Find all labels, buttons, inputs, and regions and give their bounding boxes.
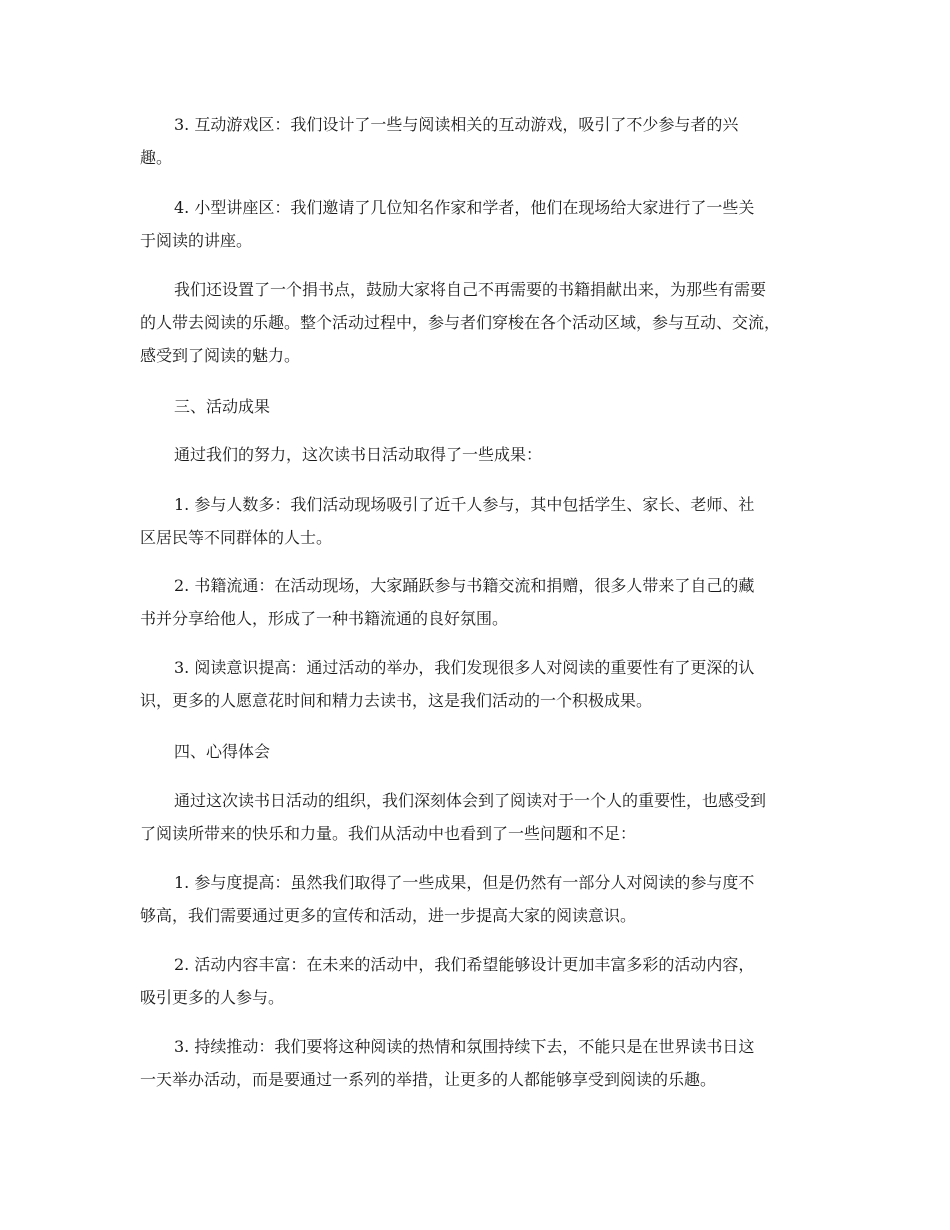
paragraph-line: 一天举办活动，而是要通过一系列的举措，让更多的人都能够享受到阅读的乐趣。 — [140, 1070, 717, 1089]
paragraph-book-donation — [140, 273, 820, 372]
paragraph-line: 书并分享给他人，形成了一种书籍流通的良好氛围。 — [140, 609, 509, 628]
paragraph-line: 识，更多的人愿意花时间和精力去读书，这是我们活动的一个积极成果。 — [140, 691, 653, 710]
paragraph-line: 的人带去阅读的乐趣。整个活动过程中，参与者们穿梭在各个活动区域，参与互动、交流， — [140, 313, 781, 332]
paragraph-line: 1. 参与人数多：我们活动现场吸引了近千人参与，其中包括学生、家长、老师、社 — [174, 495, 755, 514]
paragraph-line: 区居民等不同群体的人士。 — [140, 528, 333, 547]
paragraph-line: 吸引更多的人参与。 — [140, 988, 285, 1007]
heading-text: 三、活动成果 — [174, 397, 271, 416]
list-item-lecture-area — [140, 191, 820, 257]
heading-text: 四、心得体会 — [174, 742, 271, 761]
paragraph-line: 通过这次读书日活动的组织，我们深刻体会到了阅读对于一个人的重要性，也感受到 — [174, 791, 767, 810]
list-item-reading-awareness — [140, 651, 820, 717]
paragraph-line: 通过我们的努力，这次读书日活动取得了一些成果： — [174, 445, 543, 464]
paragraph-line: 4. 小型讲座区：我们邀请了几位知名作家和学者，他们在现场给大家进行了一些关 — [174, 198, 755, 217]
list-item-interactive-games — [140, 108, 820, 174]
paragraph-line: 3. 互动游戏区：我们设计了一些与阅读相关的互动游戏，吸引了不少参与者的兴 — [174, 115, 739, 134]
paragraph-line: 于阅读的讲座。 — [140, 231, 253, 250]
paragraph-line: 我们还设置了一个捐书点，鼓励大家将自己不再需要的书籍捐献出来，为那些有需要 — [174, 280, 767, 299]
list-item-sustained-promotion — [140, 1030, 820, 1096]
section-heading-results — [140, 390, 820, 423]
list-item-book-circulation — [140, 569, 820, 635]
list-item-participation — [140, 866, 820, 932]
list-item-participants — [140, 488, 820, 554]
list-item-rich-content — [140, 948, 820, 1014]
paragraph-line: 了阅读所带来的快乐和力量。我们从活动中也看到了一些问题和不足： — [140, 824, 637, 843]
paragraph-line: 3. 持续推动：我们要将这种阅读的热情和氛围持续下去，不能只是在世界读书日这 — [174, 1037, 755, 1056]
paragraph-line: 2. 书籍流通：在活动现场，大家踊跃参与书籍交流和捐赠，很多人带来了自己的藏 — [174, 576, 755, 595]
paragraph-line: 感受到了阅读的魅力。 — [140, 346, 301, 365]
section-heading-reflections — [140, 735, 820, 768]
paragraph-line: 够高，我们需要通过更多的宣传和活动，进一步提高大家的阅读意识。 — [140, 906, 637, 925]
paragraph-line: 2. 活动内容丰富：在未来的活动中，我们希望能够设计更加丰富多彩的活动内容， — [174, 955, 755, 974]
paragraph-line: 1. 参与度提高：虽然我们取得了一些成果，但是仍然有一部分人对阅读的参与度不 — [174, 873, 755, 892]
paragraph-line: 趣。 — [140, 148, 173, 167]
paragraph-results-intro — [140, 438, 820, 471]
paragraph-reflections-intro — [140, 784, 820, 850]
paragraph-line: 3. 阅读意识提高：通过活动的举办，我们发现很多人对阅读的重要性有了更深的认 — [174, 658, 755, 677]
